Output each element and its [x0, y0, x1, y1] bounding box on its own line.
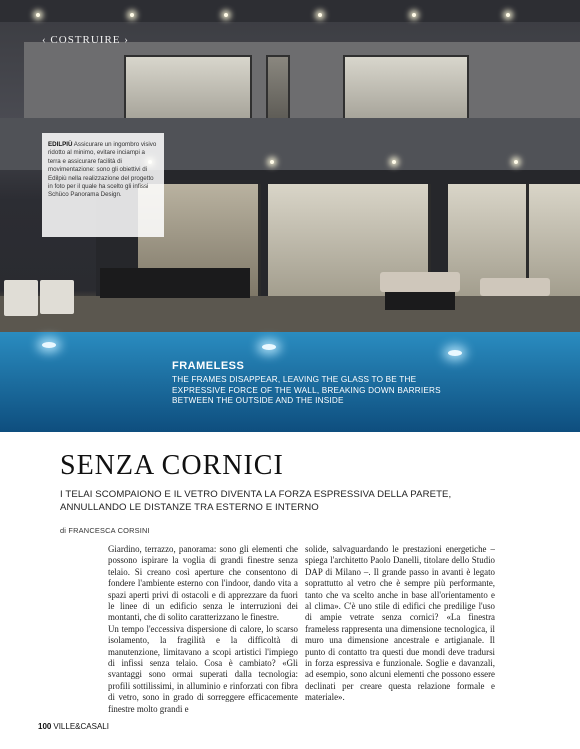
- coffee-table: [385, 292, 455, 310]
- pool-light: [42, 342, 56, 348]
- page-footer: [38, 722, 109, 731]
- page-number: 100: [38, 722, 52, 731]
- upper-window-right: [343, 55, 469, 121]
- paragraph: solide, salvaguardando le prestazioni energetiche – spiega l'architetto Paolo Danelli, titolare dello Studio DAP di Milano –. Il grande passo in avanti è legato soprattutto al vetro che è sempre più performante, tanto che va scelto anche in base all'orientamento e al clima». C'è uno stile di edifici che predilige l'uso di ampie vetrate senza cornici? «La finestra frameless rappresenta una dimensione tecnologica, il muro una dimensione ancestrale e artigianale. Il punto di contatto tra questi due mondi deve tradursi in forza espressiva e funzionale. Soglie e davanzali, ad esempio, sono alcuni elementi che possono essere declinati per creare questa relazione formale e materiale».: [305, 544, 495, 703]
- sofa: [380, 272, 460, 292]
- caption-body: THE FRAMES DISAPPEAR, LEAVING THE GLASS TO BE THE EXPRESSIVE FORCE OF THE WALL, BREAKING DOWN BARRIERS BETWEEN THE OUTSIDE AND THE INSIDE: [172, 375, 441, 405]
- article-title: SENZA CORNICI: [60, 450, 284, 481]
- upper-window-left: [124, 55, 252, 121]
- roof-eave: [0, 0, 580, 22]
- ceiling-light: [514, 160, 518, 164]
- article-column-2: [305, 544, 495, 704]
- pool-light: [262, 344, 276, 350]
- section-tag: ‹ COSTRUIRE ›: [42, 34, 129, 46]
- paragraph: Un tempo l'eccessiva dispersione di calore, lo scarso isolamento, la fragilità e la difficoltà di manutenzione, limitavano a scopi artistici l'impiego di infissi senza telaio. Cosa è cambiato? «Gli svantaggi sono ormai superati dalla tecnologia: profili sottilissimi, in alluminio e rinforzati con fibra di vetro, sono in grado di sorreggere efficacemente finestre molto grandi e: [108, 623, 298, 714]
- upper-window-narrow: [266, 55, 290, 121]
- article-subtitle: I TELAI SCOMPAIONO E IL VETRO DIVENTA LA FORZA ESPRESSIVA DELLA PARETE, ANNULLANDO LE DISTANZE TRA ESTERNO E INTERNO: [60, 489, 452, 513]
- ceiling-light: [130, 13, 134, 17]
- sofa: [480, 278, 550, 296]
- caption-brand: EDILPIÙ: [48, 141, 73, 148]
- dining-table-set: [100, 268, 250, 298]
- sun-lounger: [40, 280, 74, 314]
- caption-box: [42, 133, 164, 237]
- ceiling-light: [270, 160, 274, 164]
- ceiling-light: [392, 160, 396, 164]
- ceiling-light: [318, 13, 322, 17]
- terrace: [0, 296, 580, 332]
- paragraph: Giardino, terrazzo, panorama: sono gli elementi che possono ispirare la voglia di grandi finestre senza telaio. Si creano così aperture che consentono di fondere l'ambiente esterno con l'indoor, dando vita a spazi aperti privi di ostacoli e di apprezzare da fuori le linee di un edificio senza le interruzioni dei montanti, che di solito caratterizzano le finestre.: [108, 544, 298, 623]
- caption-title: FRAMELESS: [172, 360, 245, 372]
- mullion: [258, 184, 261, 296]
- ceiling-light: [224, 13, 228, 17]
- upper-floor-wall: [24, 42, 580, 122]
- article-column-1: [108, 544, 298, 715]
- photo-caption-english: [172, 360, 472, 407]
- ceiling-light: [506, 13, 510, 17]
- pool-light: [448, 350, 462, 356]
- ceiling-light: [36, 13, 40, 17]
- magazine-name: VILLE&CASALI: [53, 722, 109, 731]
- ceiling-light: [412, 13, 416, 17]
- caption-text: Assicurare un ingombro visivo ridotto al minimo, evitare inciampi a terra e assicurare facilità di movimentazione: sono gli obiettivi di Edilpiù nella realizzazione del progetto in foto per il quale ha scelto gli infissi Schüco Panorama Design.: [48, 141, 157, 199]
- article-byline: di FRANCESCA CORSINI: [60, 526, 150, 535]
- sun-lounger: [4, 280, 38, 316]
